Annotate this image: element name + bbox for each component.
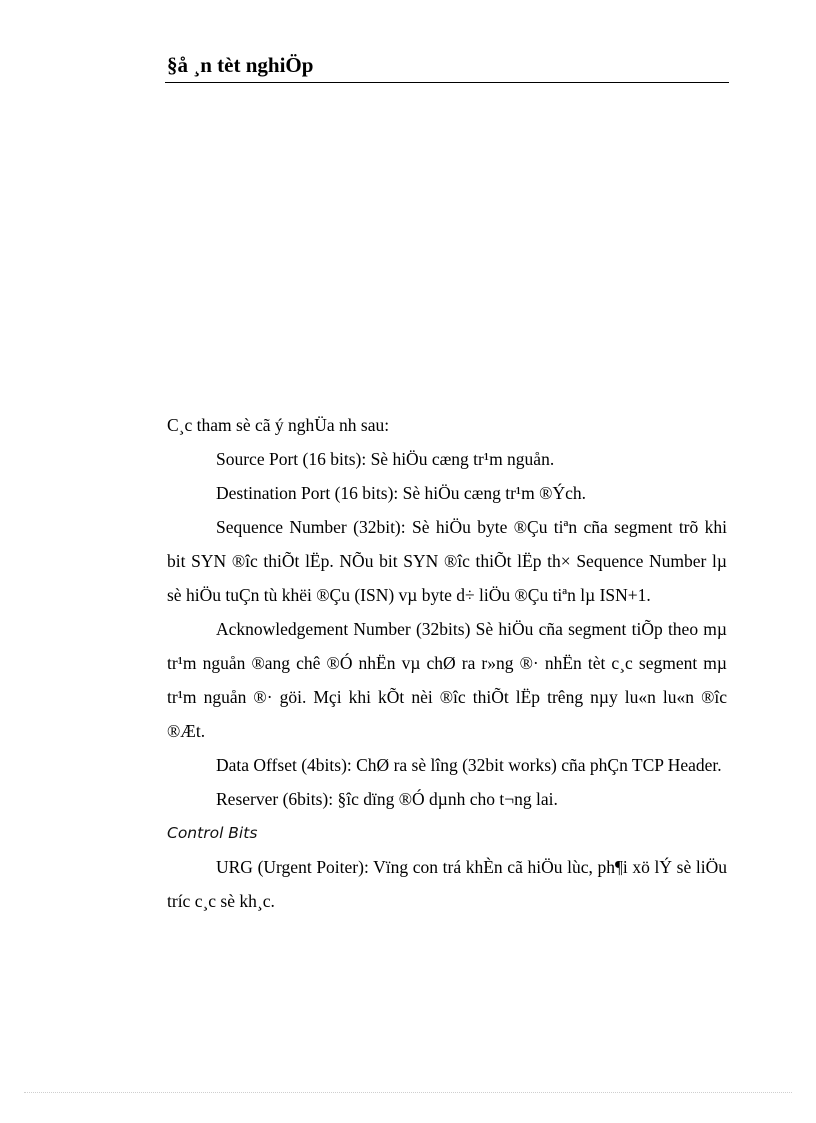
intro-paragraph: C¸c tham sè cã ý nghÜa nh sau:	[167, 415, 390, 435]
document-body	[167, 408, 727, 918]
destination-port-paragraph: Destination Port (16 bits): Sè hiÖu cæng tr¹m ®Ých.	[216, 483, 586, 503]
page-header-title: §å ¸n tèt nghiÖp	[167, 53, 314, 77]
sequence-number-paragraph: Sequence Number (32bit): Sè hiÖu byte ®Çu tiªn cña segment trõ khi bit SYN ®îc thiÕt lËp. NÕu bit SYN ®îc thiÕt lËp th× Sequence Number lµ sè hiÖu tuÇn tù khëi ®Çu (ISN) vµ byte d÷ liÖu ®Çu tiªn lµ ISN+1.	[167, 517, 727, 605]
reserver-paragraph: Reserver (6bits): §îc dïng ®Ó dµnh cho t¬ng lai.	[216, 789, 558, 809]
control-bits-heading: Control Bits	[167, 824, 258, 842]
page-bottom-divider	[24, 1092, 792, 1093]
header-divider	[165, 82, 729, 83]
acknowledgement-number-paragraph: Acknowledgement Number (32bits) Sè hiÖu cña segment tiÕp theo mµ tr¹m nguån ®ang chê ®Ó nhËn vµ chØ ra r»ng ®· nhËn tèt c¸c segment mµ tr¹m nguån ®· göi. Mçi khi kÕt nèi ®îc thiÕt lËp trêng nµy lu«n lu«n ®îc ®Æt.	[167, 619, 727, 741]
data-offset-paragraph: Data Offset (4bits): ChØ ra sè lîng (32bit works) cña phÇn TCP Header.	[216, 755, 722, 775]
urg-paragraph: URG (Urgent Poiter): Vïng con trá khÈn cã hiÖu lùc, ph¶i xö lÝ sè liÖu tríc c¸c sè kh¸c.	[167, 857, 727, 911]
source-port-paragraph: Source Port (16 bits): Sè hiÖu cæng tr¹m nguån.	[216, 449, 555, 469]
